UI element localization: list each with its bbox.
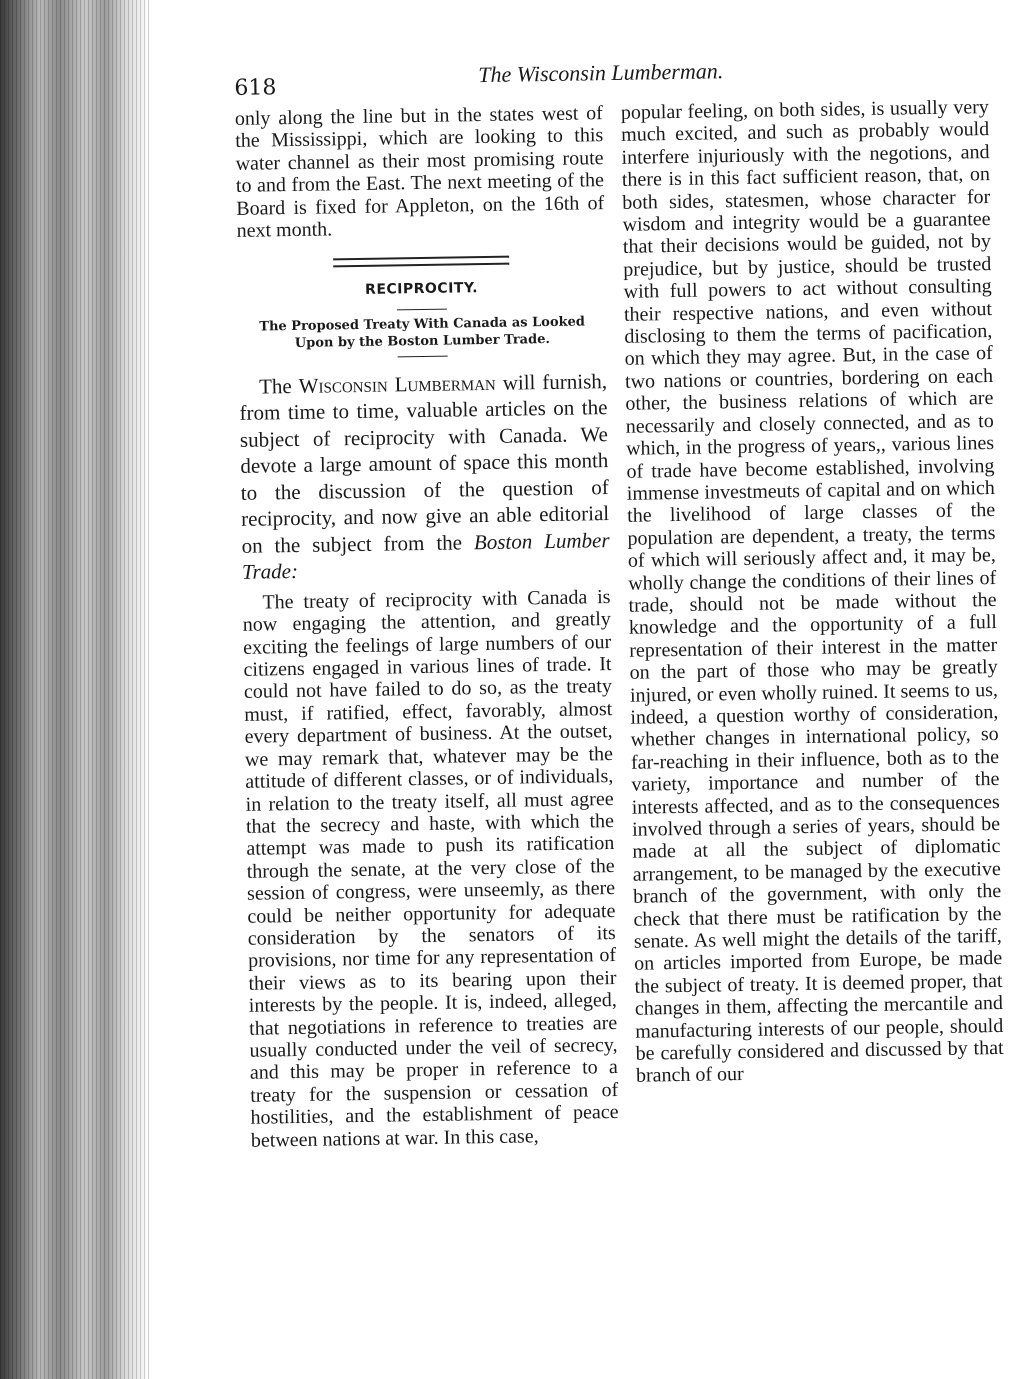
short-rule bbox=[398, 355, 448, 357]
article-body-left: The treaty of reciprocity with Canada is now engaging the attention, and greatly exciting the feelings of large numbers of our citizens engaged in various lines of trade. It could not have failed to do so, as the treaty must, if ratified, effect, favorably, almost every department of business. At the outset, we may remark that, whatever may be the attitude of different classes, or of individuals, in relation to the treaty itself, all must agree that the secrecy and haste, with which the attempt was made to push its ratification through the senate, at the very close of the session of congress, were unseemly, as there could be neither opportunity for adequate consideration by the senators of its provisions, nor time for any representation of their views as to its bearing upon their interests by the people. It is, indeed, alleged, that negotiations in reference to treaties are usually conducted under the veil of secrecy, and this may be proper in reference to a treaty for the suspension or cessation of hostilities, and the establishment of peace between nations at war. In this case, bbox=[242, 585, 619, 1152]
left-column bbox=[235, 102, 619, 1152]
page-number: 618 bbox=[234, 75, 277, 101]
subheading-line-2: Upon by the Boston Lumber Trade. bbox=[294, 331, 551, 351]
intro-middle: will furnish, from time to time, valuable articles on the subject of reciprocity with Canada. We devote a large amount of space this month to the discussion of the question of reciprocity, and now give an able editorial on the subject from the bbox=[239, 368, 610, 558]
book-page bbox=[228, 50, 1018, 1322]
book-binding-edge bbox=[0, 0, 150, 1379]
article-subheading bbox=[238, 313, 606, 353]
intro-start: The bbox=[258, 373, 299, 399]
short-rule bbox=[397, 308, 447, 310]
right-column bbox=[621, 96, 1004, 1088]
subheading-line-1: The Proposed Treaty With Canada as Looked bbox=[259, 314, 586, 335]
publication-name: Wisconsin Lumberman bbox=[298, 370, 496, 398]
page-edges bbox=[0, 0, 150, 1379]
source-name: Boston Lumber Trade: bbox=[241, 527, 610, 585]
continuation-paragraph: only along the line but in the states west of the Mississippi, which are looking to this water channel as their most promising route to and from the East. The next meeting of the Board is fixed for Appleton, on the 16th of next month. bbox=[234, 102, 605, 242]
publication-title: The Wisconsin Lumberman. bbox=[478, 58, 724, 88]
article-heading: RECIPROCITY. bbox=[364, 280, 479, 299]
intro-paragraph bbox=[239, 368, 610, 586]
section-divider bbox=[333, 256, 509, 268]
article-body-right: popular feeling, on both sides, is usually very much excited, and such as probably would interfere injuriously with the negotions, and there is in this fact sufficient reason, that, on both sides, statesmen, whose character for wisdom and integrity would be a guarantee that their decisions would be guided, not by prejudice, but by justice, should be trusted with full powers to act without consulting their respective nations, and even without disclosing to them the terms of pacification, on which they may agree. But, in the case of two nations or countries, bordering on each other, the business relations of which are necessarily and closely connected, and as to which, in the progress of years,, various lines of trade have become established, involving immense investmeuts of capital and on which the livelihood of large classes of the population are dependent, a treaty, the terms of which will seriously affect and, it may be, wholly change the conditions of their lines of trade, should not be made without the knowledge and the opportunity of a full representation of their interest in the matter on the part of those who may be greatly injured, or even wholly ruined. It seems to us, indeed, a question worthy of consideration, whether changes in international policy, so far-reaching in their influence, both as to the variety, importance and number of the interests affected, and as to the consequences involved through a series of years, should be made at all the subject of diplomatic arrangement, to be managed by the executive branch of the government, with only the check that there must be ratification by the senate. As well might the details of the tariff, on articles imported from Europe, be made the subject of treaty. It is deemed proper, that changes in them, affecting the mercantile and manufacturing interests of our people, should be carefully considered and discussed by that branch of our bbox=[620, 96, 1004, 1088]
